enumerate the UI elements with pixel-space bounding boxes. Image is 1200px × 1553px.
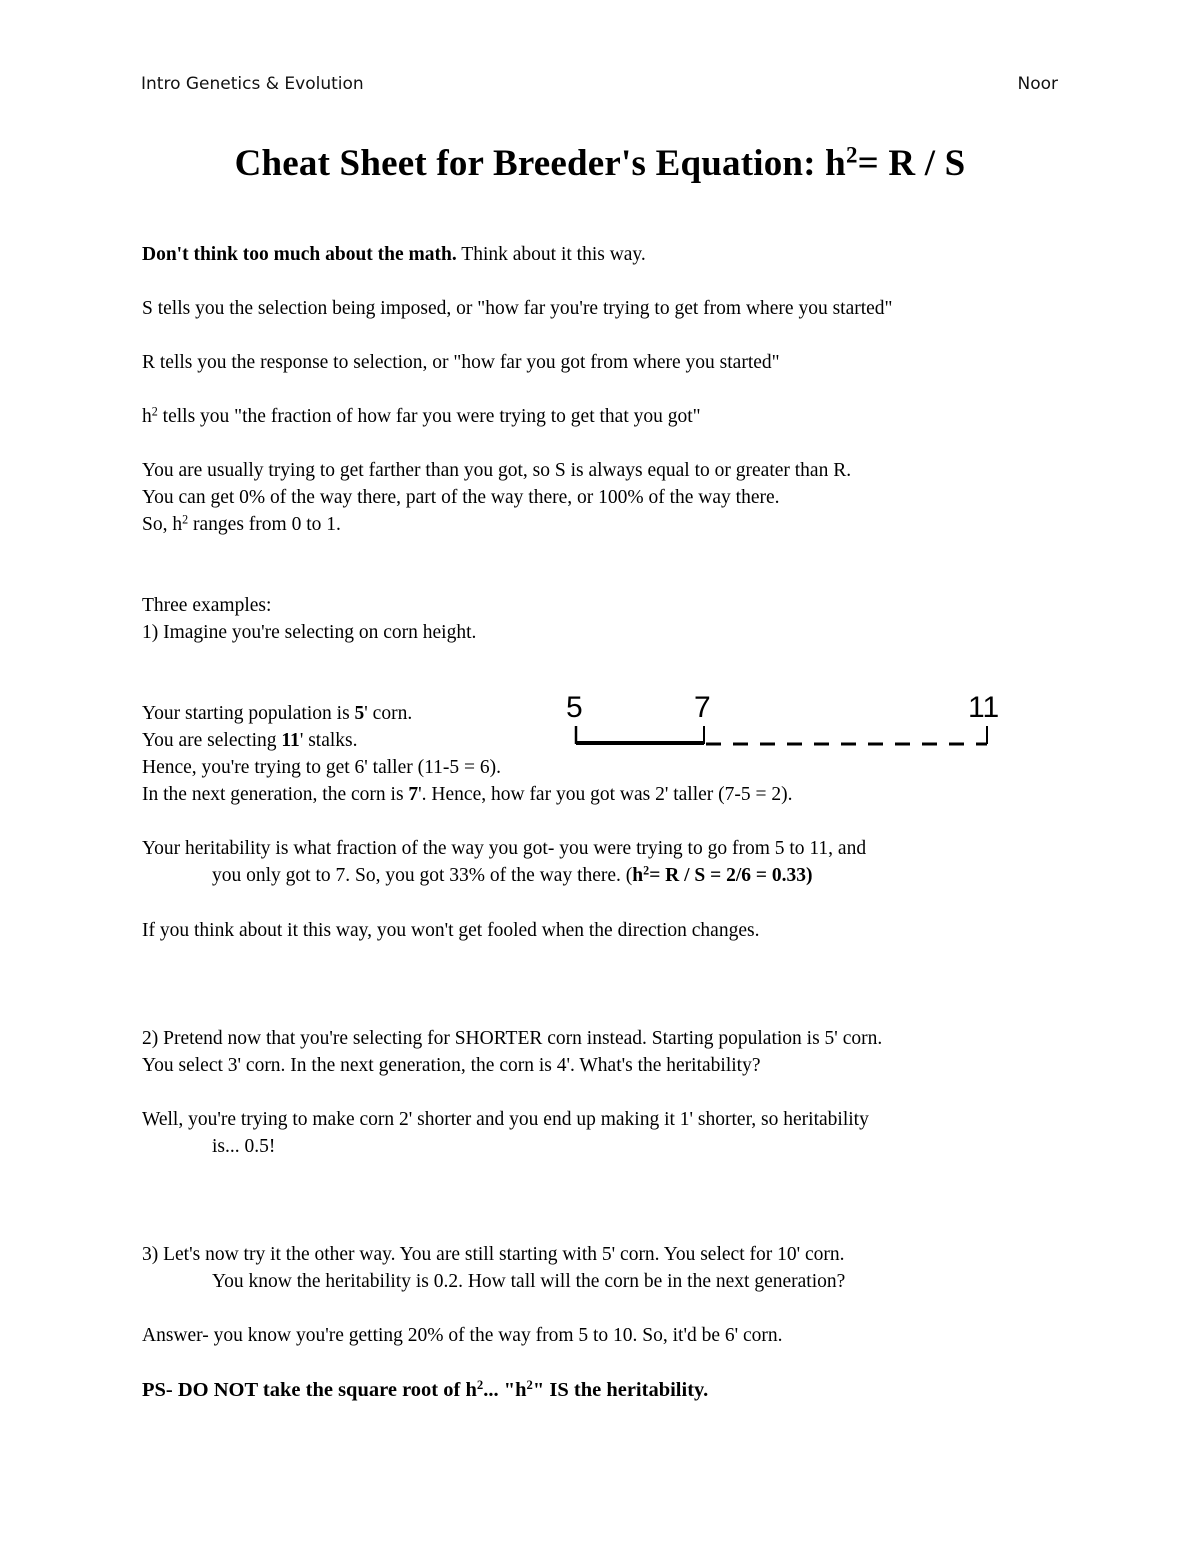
example-3-answer: Answer- you know you're getting 20% of the way from 5 to 10. So, it'd be 6' corn.	[142, 1325, 783, 1346]
range-line-1: You are usually trying to get farther than you got, so S is always equal to or greater than R.	[142, 460, 852, 481]
h2-text: tells you "the fraction of how far you were trying to get that you got"	[157, 406, 701, 427]
example-1-start	[142, 703, 412, 725]
start-post: ' corn.	[364, 703, 413, 724]
s-definition: S tells you the selection being imposed, or "how far you're trying to get from where you started"	[142, 298, 893, 319]
example-2-answer-2: is... 0.5!	[212, 1136, 276, 1157]
diagram-label-mid: 7	[694, 691, 711, 724]
ps-post: " IS the heritability.	[532, 1379, 709, 1401]
header-course: Intro Genetics & Evolution	[141, 74, 364, 94]
page-title	[0, 142, 1200, 185]
range-line-2: You can get 0% of the way there, part of the way there, or 100% of the way there.	[142, 487, 780, 508]
example-3-line-2: You know the heritability is 0.2. How tall will the corn be in the next generation?	[212, 1271, 846, 1292]
ps-sup-2: 2	[526, 1378, 533, 1393]
ps-mid: ... "h	[483, 1379, 527, 1401]
example-3-line-1: 3) Let's now try it the other way. You are still starting with 5' corn. You select for 10' corn.	[142, 1244, 845, 1265]
range-line-3-sup: 2	[182, 512, 189, 527]
title-equation: = R / S	[857, 143, 966, 184]
next-post: '. Hence, how far you got was 2' taller (7-5 = 2).	[418, 784, 793, 805]
herit2-h: h	[632, 865, 644, 886]
diagram-label-end: 11	[968, 691, 1000, 724]
ps-pre: PS- DO NOT take the square root of h	[142, 1379, 477, 1401]
sel-pre: You are selecting	[142, 730, 282, 751]
diagram-label-start: 5	[566, 691, 583, 724]
next-value: 7	[408, 784, 419, 805]
example-1-hence: Hence, you're trying to get 6' taller (11-5 = 6).	[142, 757, 501, 778]
intro-line	[142, 244, 646, 266]
ps-note	[142, 1379, 708, 1402]
example-1-next-gen	[142, 784, 793, 806]
title-text: Cheat Sheet for Breeder's Equation: h	[234, 143, 846, 184]
example-1-fooled: If you think about it this way, you won't get fooled when the direction changes.	[142, 920, 760, 941]
example-2-line-2: You select 3' corn. In the next generation, the corn is 4'. What's the heritability?	[142, 1055, 761, 1076]
example-1-heritability-2	[212, 865, 813, 887]
sel-value: 11	[281, 730, 300, 751]
r-definition: R tells you the response to selection, or "how far you got from where you started"	[142, 352, 780, 373]
h2-h: h	[142, 406, 152, 427]
intro-bold: Don't think too much about the math.	[142, 244, 457, 265]
start-pre: Your starting population is	[142, 703, 355, 724]
intro-rest: Think about it this way.	[456, 244, 646, 265]
range-line-3	[142, 514, 341, 536]
ps-sup-1: 2	[476, 1378, 484, 1393]
h2-definition	[142, 406, 701, 428]
example-2-answer-1: Well, you're trying to make corn 2' shorter and you end up making it 1' shorter, so heritability	[142, 1109, 869, 1130]
start-value: 5	[354, 703, 365, 724]
example-2-line-1: 2) Pretend now that you're selecting for SHORTER corn instead. Starting population is 5' corn.	[142, 1028, 883, 1049]
h2-sup: 2	[151, 404, 158, 419]
header-author: Noor	[1017, 74, 1058, 94]
title-superscript: 2	[845, 142, 858, 168]
herit2-equation: = R / S = 2/6 = 0.33)	[649, 865, 813, 886]
range-line-3-post: ranges from 0 to 1.	[188, 514, 341, 535]
corn-height-diagram	[560, 688, 1010, 758]
examples-intro: Three examples:	[142, 595, 272, 616]
example-1-heritability-1: Your heritability is what fraction of the way you got- you were trying to go from 5 to 11, and	[142, 838, 867, 859]
herit2-sup: 2	[643, 863, 650, 878]
sel-post: ' stalks.	[299, 730, 358, 751]
example-1-selecting	[142, 730, 358, 752]
next-pre: In the next generation, the corn is	[142, 784, 409, 805]
herit2-pre: you only got to 7. So, you got 33% of the way there. (	[212, 865, 633, 886]
range-line-3-pre: So, h	[142, 514, 183, 535]
example-1-heading: 1) Imagine you're selecting on corn height.	[142, 622, 477, 643]
